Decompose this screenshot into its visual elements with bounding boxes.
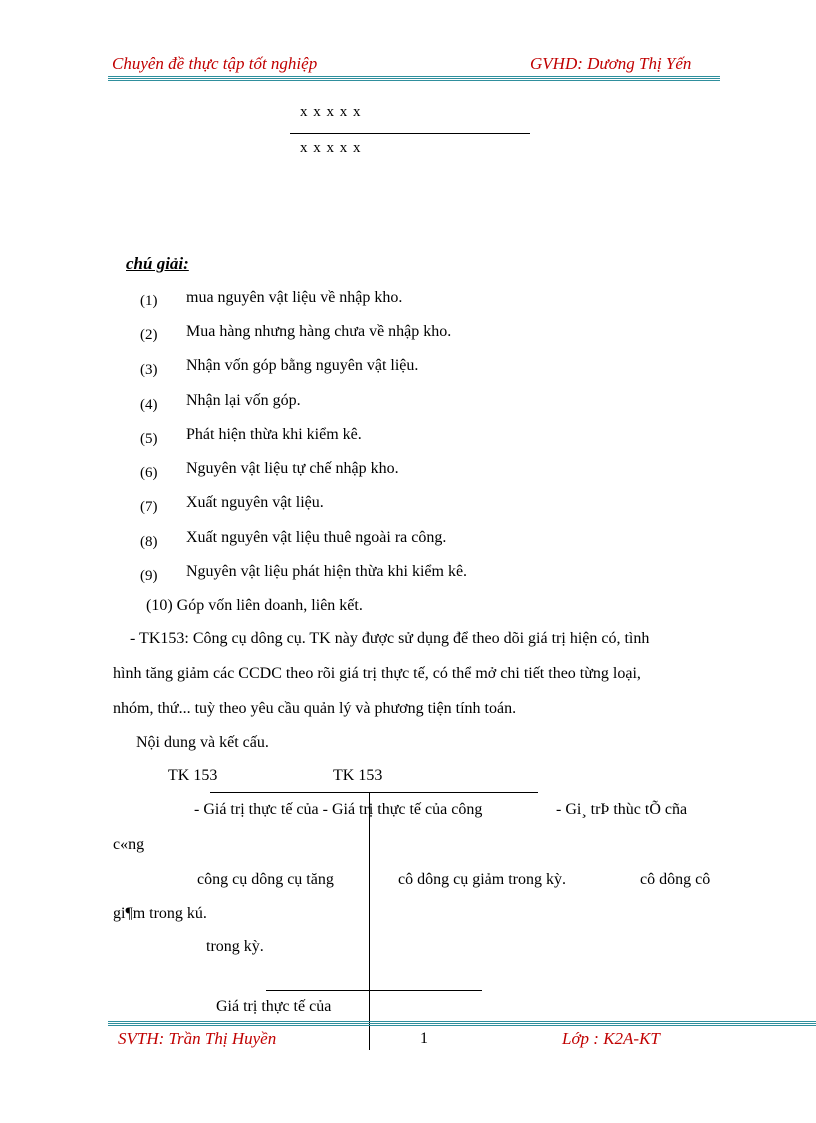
legend-item-text: Nguyên vật liệu tự chế nhập kho. (186, 460, 399, 477)
header-rule-1 (108, 76, 720, 77)
legend-item-num: (3) (140, 362, 158, 378)
legend-item-text: Nhận lại vốn góp. (186, 392, 301, 409)
footer-rule-3 (108, 1025, 816, 1026)
taccount-row3-b: cô dông cụ giảm trong kỳ. (398, 871, 566, 888)
legend-item-text: Xuất nguyên vật liệu thuê ngoài ra công. (186, 529, 447, 546)
taccount-vertical-line (369, 792, 370, 1050)
legend-item-num: (7) (140, 499, 158, 515)
footer-rule-2 (108, 1023, 816, 1024)
footer-class: Lớp : K2A-KT (562, 1029, 660, 1048)
taccount-row3-c: cô dông cô (640, 871, 711, 888)
legend-item-text: Nhận vốn góp bằng nguyên vật liệu. (186, 357, 419, 374)
taccount-row1-a: - Giá trị thực tế của - Giá trị thực tế của công (194, 801, 483, 818)
taccount-row1-b: - Gi¸ trÞ thùc tÕ cña (556, 801, 688, 818)
para-line-3: nhóm, thứ... tuỳ theo yêu cầu quản lý và phương tiện tính toán. (113, 700, 517, 717)
para-line-4: Nội dung và kết cấu. (136, 734, 269, 751)
legend-item-text: Phát hiện thừa khi kiểm kê. (186, 426, 362, 443)
legend-item-num: (2) (140, 327, 158, 343)
taccount-row6: Giá trị thực tế của (216, 998, 332, 1015)
legend-title: chú giải: (126, 254, 189, 273)
diagram-top-line2: x x x x x (300, 140, 362, 156)
header-right-instructor: GVHD: Dương Thị Yến (530, 54, 692, 73)
taccount-subtotal-line (266, 990, 482, 991)
para-line-2: hình tăng giảm các CCDC theo rõi giá trị thực tế, có thể mở chi tiết theo từng loại, (113, 665, 641, 682)
header-rule-2 (108, 78, 720, 79)
taccount-top-line (210, 792, 538, 793)
legend-item-text: Xuất nguyên vật liệu. (186, 494, 324, 511)
header-rule-3 (108, 80, 720, 81)
footer-page-number: 1 (420, 1030, 428, 1047)
legend-item-text: mua nguyên vật liệu về nhập kho. (186, 289, 403, 306)
legend-item-text: Nguyên vật liệu phát hiện thừa khi kiểm kê. (186, 563, 468, 580)
footer-student: SVTH: Trần Thị Huyền (118, 1029, 277, 1048)
taccount-row3-a: công cụ dông cụ tăng (197, 871, 334, 888)
taccount-label-left: TK 153 (168, 767, 218, 784)
legend-item-num: (9) (140, 568, 158, 584)
taccount-row5: trong kỳ. (206, 938, 264, 955)
taccount-label-center: TK 153 (333, 767, 383, 784)
taccount-row2: c«ng (113, 836, 145, 853)
diagram-top-divider (290, 133, 530, 134)
legend-item-num: (6) (140, 465, 158, 481)
footer-rule-1 (108, 1021, 816, 1022)
legend-item-num: (1) (140, 293, 158, 309)
legend-item-10: (10) Góp vốn liên doanh, liên kết. (146, 597, 363, 614)
legend-item-text: Mua hàng nhưng hàng chưa về nhập kho. (186, 323, 452, 340)
para-line-1: - TK153: Công cụ dông cụ. TK này được sử dụng để theo dõi giá trị hiện có, tình (130, 630, 650, 647)
header-left-title: Chuyên đề thực tập tốt nghiệp (112, 54, 318, 73)
diagram-top-line1: x x x x x (300, 104, 362, 120)
legend-item-num: (4) (140, 397, 158, 413)
legend-item-num: (5) (140, 431, 158, 447)
taccount-row4: gi¶m trong kú. (113, 905, 207, 922)
legend-item-num: (8) (140, 534, 158, 550)
